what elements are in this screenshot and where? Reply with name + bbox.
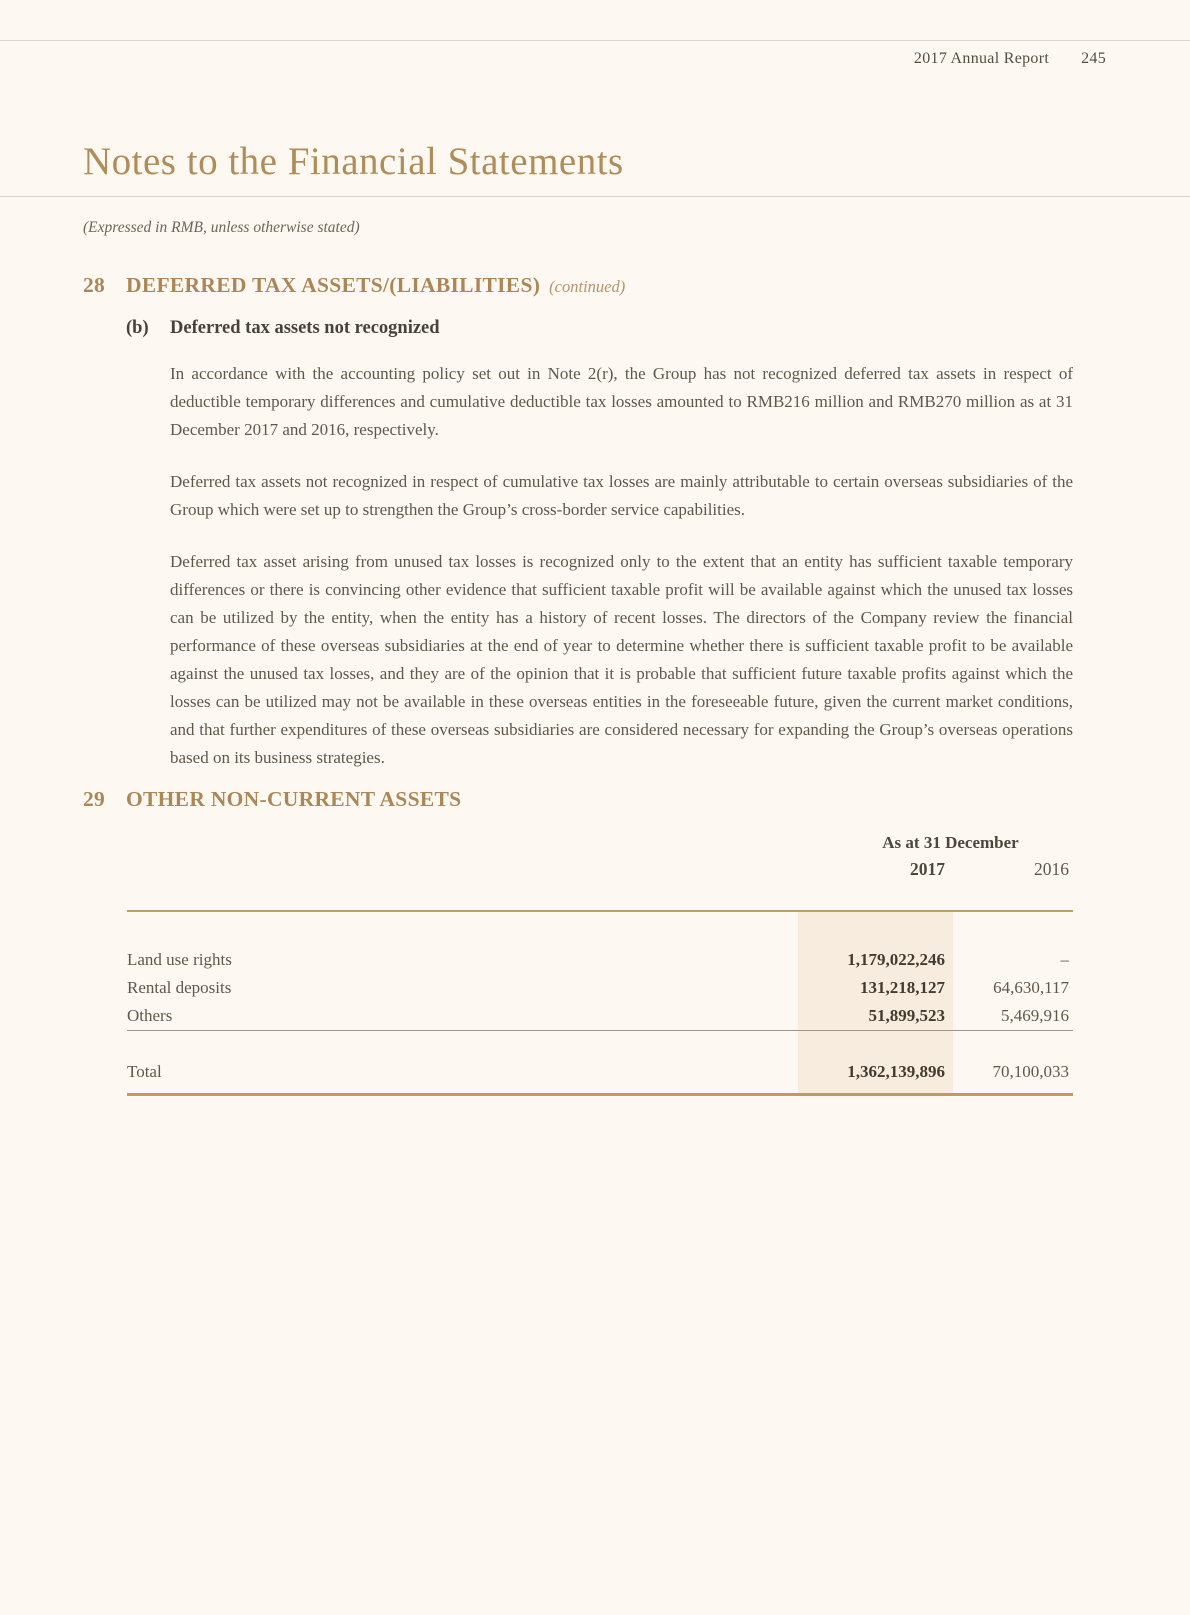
page-number: 245 xyxy=(1081,50,1106,67)
value-2016: 64,630,117 xyxy=(993,978,1069,997)
table-body xyxy=(127,912,1073,1030)
section-title: DEFERRED TAX ASSETS/(LIABILITIES) xyxy=(126,273,541,297)
section-29-heading xyxy=(83,786,1073,812)
subsection-label: (b) xyxy=(126,318,149,338)
row-label: Total xyxy=(127,1062,162,1081)
table-row xyxy=(127,946,1073,974)
column-group-header: As at 31 December xyxy=(882,833,1019,852)
value-2017: 131,218,127 xyxy=(860,978,945,997)
row-label: Rental deposits xyxy=(127,978,232,997)
table-row xyxy=(127,974,1073,1002)
paragraph: In accordance with the accounting policy set out in Note 2(r), the Group has not recognized deferred tax assets in respect of deductible temporary differences and cumulative deductible tax losses amounted to RMB216 million and RMB270 million as at 31 December 2017 and 2016, respectively. xyxy=(170,364,1073,439)
section-29-other-non-current-assets xyxy=(83,786,1073,1096)
value-2016: 5,469,916 xyxy=(1001,1006,1069,1025)
value-2017: 1,179,022,246 xyxy=(847,950,945,969)
row-label: Land use rights xyxy=(127,950,232,969)
page-title: Notes to the Financial Statements xyxy=(83,140,624,183)
total-row xyxy=(127,1058,1073,1086)
section-28-deferred-tax xyxy=(83,272,1073,772)
continued-note: (continued) xyxy=(549,277,626,296)
value-2016: – xyxy=(1060,950,1069,969)
title-divider xyxy=(0,196,1190,197)
other-non-current-assets-table xyxy=(127,830,1073,1096)
table-row xyxy=(127,1002,1073,1030)
table-bottom-rule xyxy=(127,1093,1073,1096)
section-number: 29 xyxy=(83,787,106,811)
column-header-2017: 2017 xyxy=(910,859,945,879)
value-2016: 70,100,033 xyxy=(992,1062,1069,1081)
spacer xyxy=(127,856,798,882)
section-28-heading xyxy=(83,272,1073,300)
section-number: 28 xyxy=(83,273,106,297)
year-header-row xyxy=(127,856,1073,882)
value-2017: 51,899,523 xyxy=(868,1006,945,1025)
top-divider xyxy=(0,40,1190,41)
currency-note: (Expressed in RMB, unless otherwise stated) xyxy=(83,219,360,236)
running-header xyxy=(914,50,1106,68)
value-2017: 1,362,139,896 xyxy=(847,1062,945,1081)
table-subtotal-rule xyxy=(127,1030,1073,1031)
subsection-b-heading xyxy=(126,316,1073,340)
column-header-2016: 2016 xyxy=(1034,859,1069,879)
row-label: Others xyxy=(127,1006,173,1025)
paragraph: Deferred tax asset arising from unused tax losses is recognized only to the extent that an entity has sufficient taxable temporary differences or there is convincing other evidence that sufficient taxable profit will be available against which the unused tax losses can be utilized by the entity, when the entity has a history of recent losses. The directors of the Company review the financial performance of these overseas subsidiaries at the end of year to determine whether there is sufficient taxable profit to be available against the unused tax losses, and they are of the opinion that it is probable that sufficient future taxable profits against which the losses can be utilized may not be available in these overseas entities in the foreseeable future, given the current market conditions, and that further expenditures of these overseas subsidiaries are considered necessary for expanding the Group’s overseas operations based on its business strategies. xyxy=(170,552,1073,767)
subsection-title: Deferred tax assets not recognized xyxy=(170,318,440,338)
paragraph: Deferred tax assets not recognized in respect of cumulative tax losses are mainly attributable to certain overseas subsidiaries of the Group which were set up to strengthen the Group’s cross-border service capabilities. xyxy=(170,472,1073,519)
report-title: 2017 Annual Report xyxy=(913,50,1050,67)
section-title: OTHER NON-CURRENT ASSETS xyxy=(126,787,462,811)
